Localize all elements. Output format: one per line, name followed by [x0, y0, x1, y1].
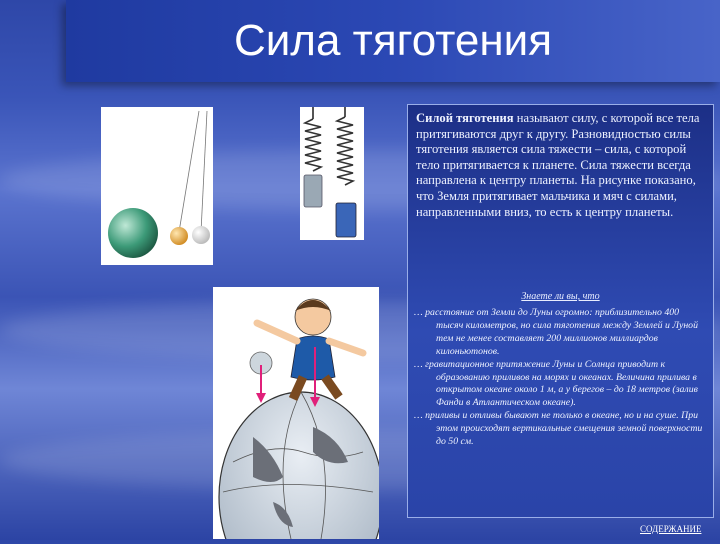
- earth-boy-illustration: [213, 287, 379, 539]
- slide-title: Сила тяготения: [233, 16, 553, 65]
- contents-link[interactable]: СОДЕРЖАНИЕ: [640, 524, 702, 534]
- pendulum-illustration: [101, 107, 213, 265]
- facts-list: [414, 307, 706, 449]
- earth-boy-drawing: [213, 287, 379, 539]
- fact-item: … приливы и отливы бывают не только в океане, но и на суше. При этом происходят вертикальные смещения земной поверхности до 50 см.: [414, 410, 703, 448]
- definition-text: называют силу, с которой все тела притягиваются друг к другу. Разновидностью силы тяготения является сила тяжести – сила, с которой тело притягивается к планете. Сила тяжести всегда направлена к центру планеты. На рисунке показано, что Земля притягивает мальчика и мяч с силами, направленными вниз, то есть к центру планеты.: [416, 111, 700, 219]
- fact-item: … гравитационное притяжение Луны и Солнца приводит к образованию приливов на морях и океанах. Величина прилива в открытом океане около 1 м, а у берегов – до 18 метров (залив Фанди в Атлантическом океане).: [414, 358, 698, 409]
- pendulum-drawing: [101, 107, 213, 265]
- title-bar: [66, 0, 720, 82]
- springs-illustration: [300, 107, 364, 240]
- fact-item: … расстояние от Земли до Луны огромно: приблизительно 400 тысяч километров, но сила тяготения между Землей и Луной тем не менее составляет 200 миллионов миллиардов килоньютонов.: [414, 307, 698, 357]
- text-panel: [407, 104, 714, 518]
- definition-term: Силой тяготения: [416, 111, 514, 125]
- springs-drawing: [300, 107, 364, 240]
- facts-heading: Знаете ли вы, что: [521, 291, 600, 302]
- definition-paragraph: [416, 111, 704, 220]
